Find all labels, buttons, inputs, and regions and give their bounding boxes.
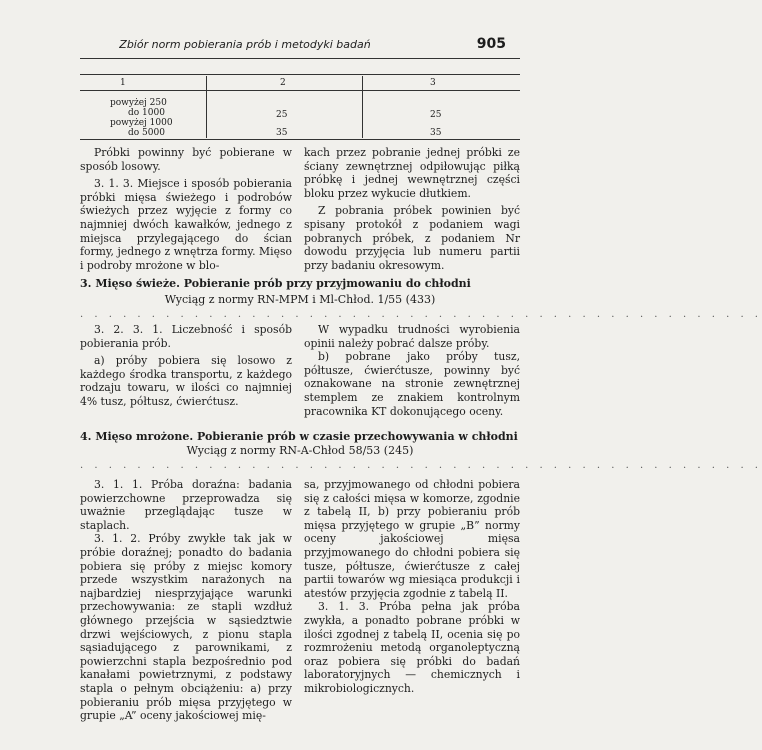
paragraph: 3. 1. 3. Próba pełna jak próba zwykła, a ponadto pobrane próbki w ilości zgodnej z tabelą II, ocenia się po rozmrożeniu metodą organoleptyczną oraz pobiera się próbki do badań laboratoryjnych — chemicznych i mikrobiologicznych.: [304, 600, 520, 695]
table-cell: 35: [430, 128, 442, 138]
table-divider: [362, 76, 363, 138]
column-left-mid: [80, 323, 292, 409]
header-rule: [80, 58, 520, 59]
table-cell: 35: [276, 128, 288, 138]
paragraph: 3. 1. 3. Miejsce i sposób pobierania próbki mięsa świeżego i podrobów świeżych przez wyjęcie z formy co najmniej dwóch kawałków, jednego z miejsca przylegającego do ścian formy, jednego z wnętrza formy. Mięso i podroby mrożone w blo-: [80, 177, 292, 272]
table-top-rule: [80, 74, 520, 75]
running-title: Zbiór norm pobierania prób i metodyki badań: [119, 38, 371, 51]
column-right-bottom: [304, 478, 520, 696]
page-number: 905: [476, 36, 506, 52]
paragraph: 3. 2. 3. 1. Liczebność i sposób pobierania prób.: [80, 323, 292, 350]
paragraph: b) pobrane jako próby tusz, półtusze, ćwierćtusze, powinny być oznakowane na stronie zewnętrznej stemplem ze znakiem kontrolnym pracownika KT dokonującego oceny.: [304, 350, 520, 418]
table-cell: 25: [276, 110, 288, 120]
paragraph: 3. 1. 2. Próby zwykłe tak jak w próbie doraźnej; ponadto do badania pobiera się próby z miejsc komory przede wszystkim narażonych na najbardziej niesprzyjające warunki przechowywania: ze stapli wzdłuż głównego przejścia w sąsiedztwie drzwi wejściowych, z pionu stapla sąsiadującego z parownikami, z powierzchni stapla bezpośrednio pod kanałami powietrznymi, z podstawy stapla o pełnym obciążeniu: a) przy pobieraniu prób mięsa przyjętego w grupie „A” oceny jakościowej mię-: [80, 532, 292, 723]
table-header-3: 3: [430, 78, 436, 88]
column-right-top: [304, 146, 520, 272]
page-header: [80, 36, 506, 52]
table-row-range: powyżej 250: [110, 98, 167, 108]
table-header-2: 2: [280, 78, 286, 88]
paragraph: 3. 1. 1. Próba doraźna: badania powierzchowne przeprowadza się uważnie przeglądając tusze w staplach.: [80, 478, 292, 532]
table-cell: 25: [430, 110, 442, 120]
paragraph: W wypadku trudności wyrobienia opinii należy pobrać dalsze próby.: [304, 323, 520, 350]
column-left-top: [80, 146, 292, 272]
column-left-bottom: [80, 478, 292, 723]
section-heading-3: 3. Mięso świeże. Pobieranie prób przy przyjmowaniu do chłodni: [80, 277, 471, 290]
column-right-mid: [304, 323, 520, 418]
table-header-rule: [80, 90, 520, 91]
paragraph: kach przez pobranie jednej próbki ze ściany zewnętrznej odpiłowując piłką próbkę i jednej wewnętrznej części bloku przez wykucie dłutkiem.: [304, 146, 520, 200]
paragraph: a) próby pobiera się losowo z każdego środka transportu, z każdego rodzaju towaru, w ilości co najmniej 4% tusz, półtusz, ćwierćtusz.: [80, 354, 292, 408]
table-divider: [206, 76, 207, 138]
paragraph: sa, przyjmowanego od chłodni pobiera się z całości mięsa w komorze, zgodnie z tabelą II, b) przy pobieraniu prób mięsa przyjętego w grupie „B” normy oceny jakościowej mięsa przyjmowanego do chłodni pobiera się tusze, półtusze, ćwierćtusze z całej partii towarów wg miesiąca produkcji i atestów przyjęcia zgodnie z tabelą II.: [304, 478, 520, 600]
section-heading-4: 4. Mięso mrożone. Pobieranie prób w czasie przechowywania w chłodni: [80, 430, 518, 443]
table-bottom-rule: [80, 139, 520, 140]
separator-dots: . . . . . . . . . . . . . . . . . . . . . . . . . . . . . . . . . . . . . . . . . . . . . . . .: [80, 309, 762, 320]
paragraph: Z pobrania próbek powinien być spisany protokół z podaniem wagi pobranych próbek, z podaniem Nr dowodu przyjęcia lub numeru partii przy badaniu okresowym.: [304, 204, 520, 272]
table-header-1: 1: [120, 78, 126, 88]
section-subtitle-3: Wyciąg z normy RN-MPM i Ml-Chłod. 1/55 (433): [164, 293, 436, 306]
table-row-range: do 1000: [128, 108, 165, 118]
table-row-range: powyżej 1000: [110, 118, 173, 128]
section-subtitle-4: Wyciąg z normy RN-A-Chłod 58/53 (245): [186, 444, 414, 457]
separator-dots: . . . . . . . . . . . . . . . . . . . . . . . . . . . . . . . . . . . . . . . . . . . . . . . .: [80, 460, 762, 471]
table-row-range: do 5000: [128, 128, 165, 138]
paragraph: Próbki powinny być pobierane w sposób losowy.: [80, 146, 292, 173]
